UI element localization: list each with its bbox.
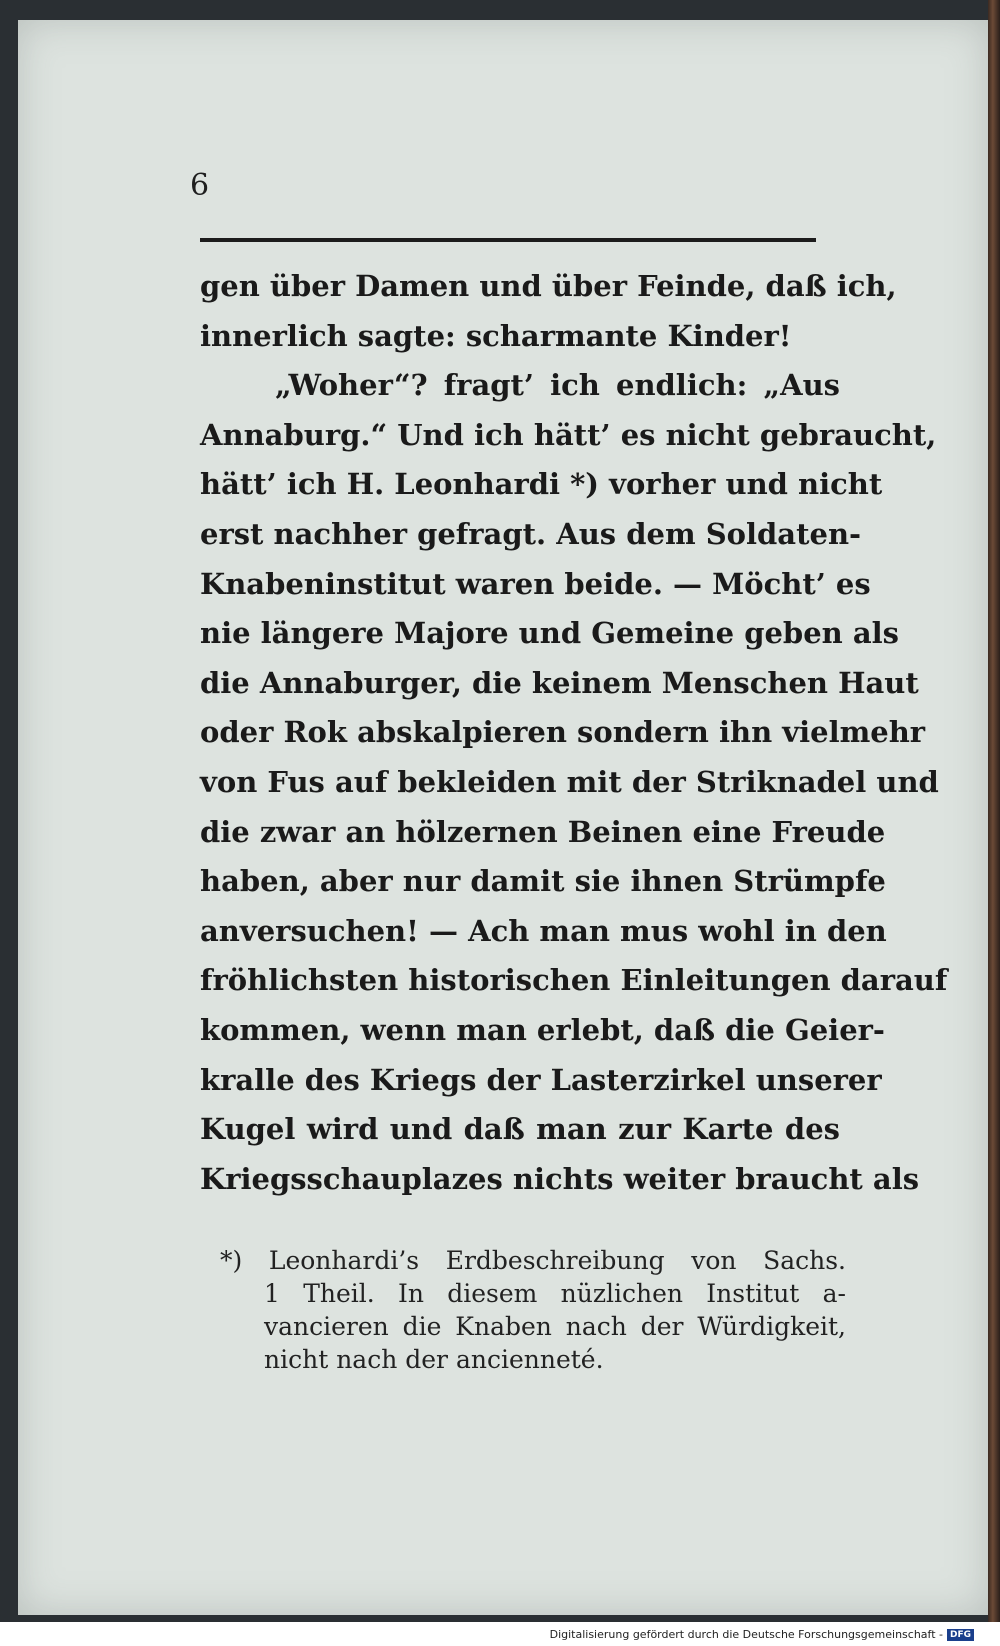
footnote-line: vancieren die Knaben nach der Würdigkeit,: [264, 1312, 846, 1341]
text-line: Annaburg.“ Und ich hätt’ es nicht gebraucht,: [200, 417, 937, 452]
text-line: hätt’ ich H. Leonhardi *) vorher und nicht: [200, 467, 883, 502]
text-line: anversuchen! — Ach man mus wohl in den: [200, 913, 887, 948]
text-line: gen über Damen und über Feinde, daß ich,: [200, 269, 897, 303]
text-line: Kriegsschauplazes nichts weiter braucht als: [200, 1161, 920, 1196]
footnote-line: nicht nach der ancienneté.: [264, 1345, 604, 1374]
footnote: [220, 1244, 846, 1376]
text-line: Kugel wird und daß man zur Karte des: [200, 1112, 840, 1147]
text-line: „Woher“? fragt’ ich endlich: „Aus: [275, 368, 840, 403]
book-spine: [988, 0, 1000, 1622]
page-number: 6: [190, 168, 210, 203]
footnote-line: *) Leonhardi’s Erdbeschreibung von Sachs.: [220, 1246, 846, 1275]
text-line: erst nachher gefragt. Aus dem Soldaten-: [200, 516, 862, 551]
text-line: innerlich sagte: scharmante Kinder!: [200, 318, 792, 353]
text-line: nie längere Majore und Gemeine geben als: [200, 616, 899, 651]
text-line: haben, aber nur damit sie ihnen Strümpfe: [200, 864, 886, 899]
footnote-line: 1 Theil. In diesem nüzlichen Institut a-: [264, 1279, 846, 1308]
text-line: von Fus auf bekleiden mit der Striknadel und: [200, 764, 939, 799]
credit-text: Digitalisierung gefördert durch die Deutsche Forschungsgemeinschaft -: [549, 1628, 943, 1641]
text-line: die Annaburger, die keinem Menschen Haut: [200, 665, 919, 700]
digitization-credit: [550, 1628, 974, 1641]
text-line: fröhlichsten historischen Einleitungen darauf: [200, 963, 948, 998]
text-line: Knabeninstitut waren beide. — Möcht’ es: [200, 566, 871, 601]
text-line: kralle des Kriegs der Lasterzirkel unserer: [200, 1062, 882, 1097]
body-text: [200, 262, 948, 1204]
text-line: oder Rok abskalpieren sondern ihn vielmehr: [200, 715, 926, 750]
dfg-logo: DFG: [947, 1629, 974, 1641]
header-rule: [200, 238, 816, 242]
text-line: die zwar an hölzernen Beinen eine Freude: [200, 814, 886, 849]
text-line: kommen, wenn man erlebt, daß die Geier-: [200, 1012, 885, 1047]
